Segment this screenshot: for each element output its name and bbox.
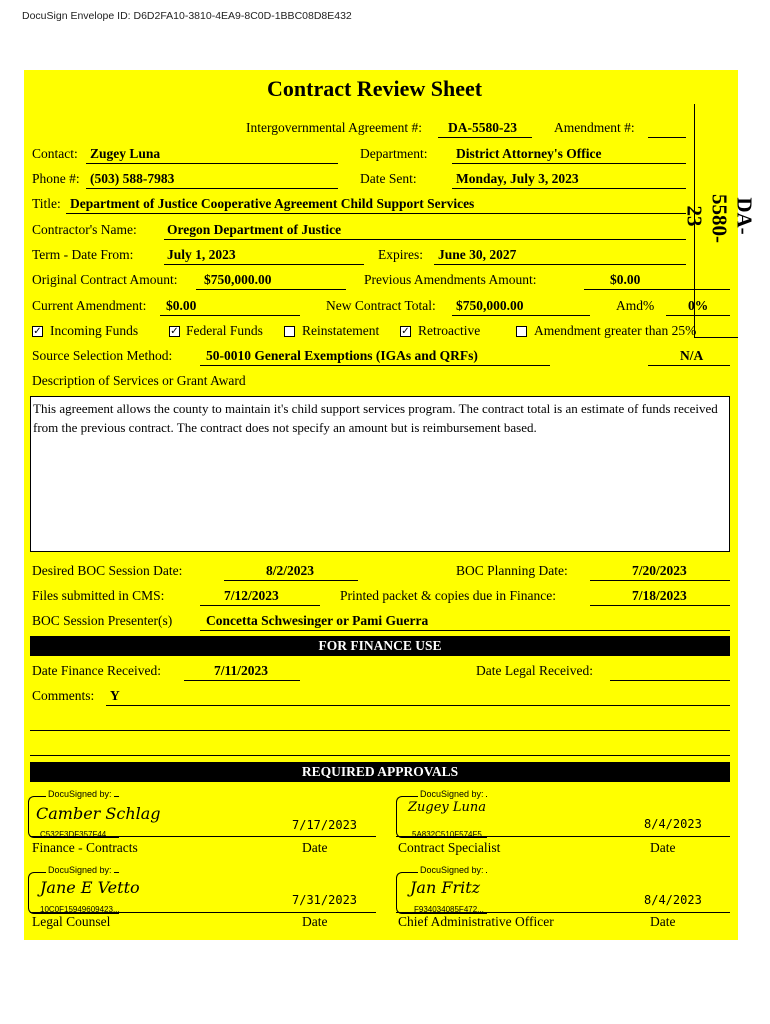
source-value: 50-0010 General Exemptions (IGAs and QRFs) (206, 348, 478, 363)
presenter-label: BOC Session Presenter(s) (32, 613, 173, 628)
approval-date: 8/4/2023 (644, 817, 702, 831)
signature-cao: Jan Fritz (410, 878, 481, 897)
signature-contract-specialist: Zugey Luna (408, 800, 487, 815)
comments-label: Comments: (32, 688, 95, 703)
phone-value: (503) 588-7983 (90, 171, 175, 186)
contact-label: Contact: (32, 146, 78, 161)
approval-role: Chief Administrative Officer (398, 914, 554, 929)
finance-received-value: 7/11/2023 (214, 663, 269, 678)
boc-planning-value: 7/20/2023 (632, 563, 687, 578)
docusigned-label: DocuSigned by: (48, 865, 112, 875)
new-total-label: New Contract Total: (326, 298, 436, 313)
comments-value: Y (110, 688, 120, 703)
reinstatement-label: Reinstatement (302, 323, 380, 338)
orig-amount-label: Original Contract Amount: (32, 272, 178, 287)
signature-id: 5A832C510F574F5... (412, 830, 489, 839)
description-label: Description of Services or Grant Award (32, 373, 246, 388)
prev-amend-label: Previous Amendments Amount: (364, 272, 537, 287)
amd-pct-label: Amd% (616, 298, 655, 313)
presenter-value: Concetta Schwesinger or Pami Guerra (206, 613, 429, 628)
department-value: District Attorney's Office (456, 146, 602, 161)
page-title: Contract Review Sheet (267, 76, 483, 101)
envelope-id: DocuSign Envelope ID: D6D2FA10-3810-4EA9-8C0D-1BBC08D8E432 (22, 10, 352, 22)
signature-finance-contracts: Camber Schlag (36, 804, 161, 823)
expires-label: Expires: (378, 247, 423, 262)
contractor-label: Contractor's Name: (32, 222, 137, 237)
title-label: Title: (32, 196, 61, 211)
signature-id: 10C0F15949609423... (40, 905, 120, 914)
date-sent-label: Date Sent: (360, 171, 417, 186)
docusigned-label: DocuSigned by: (420, 865, 484, 875)
new-total-value: $750,000.00 (456, 298, 524, 313)
signature-legal-counsel: Jane E Vetto (40, 878, 140, 897)
approvals-bar: REQUIRED APPROVALS (30, 762, 730, 782)
boc-desired-value: 8/2/2023 (266, 563, 315, 578)
iga-label: Intergovernmental Agreement #: (246, 120, 422, 135)
approval-date: 7/31/2023 (292, 893, 358, 907)
source-extra: N/A (680, 348, 704, 363)
side-code: DA-5580-23 (682, 194, 757, 243)
boc-planning-label: BOC Planning Date: (456, 563, 568, 578)
curr-amend-value: $0.00 (166, 298, 197, 313)
retroactive-checkbox[interactable]: ✓ (401, 326, 410, 337)
expires-value: June 30, 2027 (438, 247, 517, 262)
amendment-over-25-label: Amendment greater than 25% (534, 323, 697, 338)
approval-date: 8/4/2023 (644, 893, 702, 907)
boc-desired-label: Desired BOC Session Date: (32, 563, 183, 578)
contractor-value: Oregon Department of Justice (167, 222, 342, 237)
docusigned-label: DocuSigned by: (420, 789, 484, 799)
cms-value: 7/12/2023 (224, 588, 279, 603)
retroactive-label: Retroactive (418, 323, 481, 338)
federal-funds-label: Federal Funds (186, 323, 263, 338)
amendment-over-25-checkbox[interactable] (516, 326, 527, 337)
term-label: Term - Date From: (32, 247, 134, 262)
federal-funds-checkbox[interactable]: ✓ (170, 326, 179, 337)
legal-received-label: Date Legal Received: (476, 663, 593, 678)
source-label: Source Selection Method: (32, 348, 173, 363)
printed-value: 7/18/2023 (632, 588, 687, 603)
approval-role: Contract Specialist (398, 840, 501, 855)
department-label: Department: (360, 146, 428, 161)
amendment-label: Amendment #: (554, 120, 635, 135)
incoming-funds-label: Incoming Funds (50, 323, 139, 338)
term-value: July 1, 2023 (167, 247, 236, 262)
date-sent-value: Monday, July 3, 2023 (456, 171, 579, 186)
title-value: Department of Justice Cooperative Agreement Child Support Services (70, 196, 475, 211)
curr-amend-label: Current Amendment: (32, 298, 147, 313)
cms-label: Files submitted in CMS: (32, 588, 165, 603)
description-text[interactable]: This agreement allows the county to maintain it's child support services program. The contract total is an estimate of funds received from the previous contract. The contract does not specify an amount but is reimbursement based. (30, 396, 730, 552)
orig-amount-value: $750,000.00 (204, 272, 272, 287)
date-label: Date (650, 914, 676, 929)
signature-id: C532F3DF357F44... (40, 830, 113, 839)
date-label: Date (302, 840, 328, 855)
approval-role: Legal Counsel (32, 914, 111, 929)
signature-id: F934034085F472... (414, 905, 484, 914)
contact-value: Zugey Luna (90, 146, 161, 161)
approval-role: Finance - Contracts (32, 840, 138, 855)
contract-review-sheet (24, 70, 757, 940)
incoming-funds-checkbox[interactable]: ✓ (33, 326, 42, 337)
reinstatement-checkbox[interactable] (284, 326, 295, 337)
date-label: Date (650, 840, 676, 855)
phone-label: Phone #: (32, 171, 80, 186)
date-label: Date (302, 914, 328, 929)
finance-bar: FOR FINANCE USE (30, 636, 730, 656)
iga-value: DA-5580-23 (448, 120, 517, 135)
approval-date: 7/17/2023 (292, 818, 358, 832)
amd-pct-value: 0% (688, 298, 709, 313)
prev-amend-value: $0.00 (610, 272, 641, 287)
docusigned-label: DocuSigned by: (48, 789, 112, 799)
finance-received-label: Date Finance Received: (32, 663, 161, 678)
printed-label: Printed packet & copies due in Finance: (340, 588, 556, 603)
